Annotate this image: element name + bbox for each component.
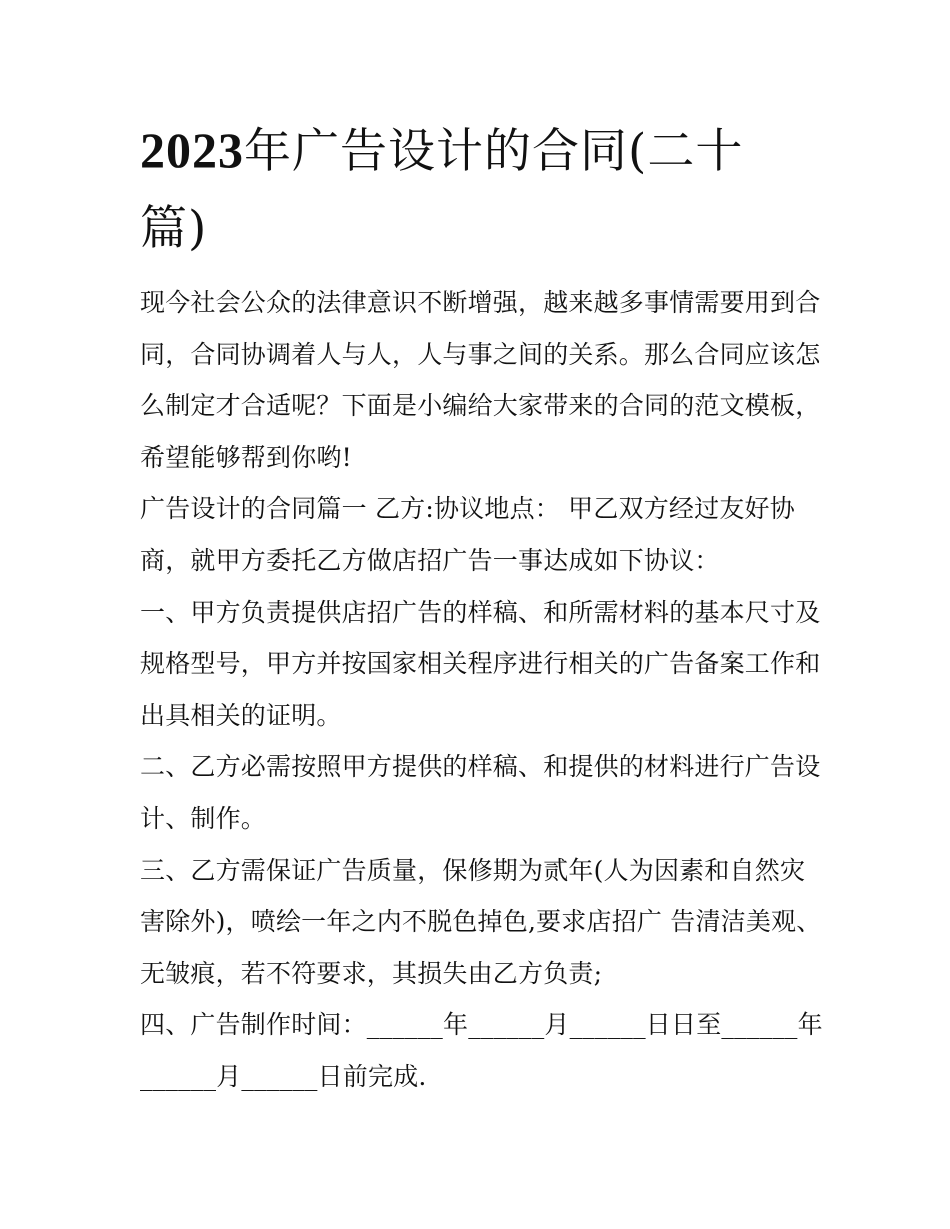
paragraph-line: 规格型号，甲方并按国家相关程序进行相关的广告备案工作和 (140, 649, 821, 679)
paragraph-line: 商，就甲方委托乙方做店招广告一事达成如下协议： (140, 545, 720, 575)
document-title (140, 112, 810, 267)
paragraph-line: 无皱痕，若不符要求，其损失由乙方负责; (140, 958, 603, 988)
paragraph-line: 希望能够帮到你哟! (140, 442, 352, 472)
paragraph-line: ______月______日前完成. (140, 1061, 427, 1091)
document-body (140, 277, 823, 1103)
title-year: 2023 (140, 122, 244, 178)
paragraph-line: 么制定才合适呢？下面是小编给大家带来的合同的范文模板， (140, 391, 821, 421)
paragraph-line: 三、乙方需保证广告质量，保修期为贰年(人为因素和自然灾 (140, 855, 806, 885)
title-text: 年广告设计的合同(二十 (244, 124, 744, 179)
paragraph-line: 现今社会公众的法律意识不断增强，越来越多事情需要用到合 (140, 288, 821, 317)
paragraph-line: 同，合同协调着人与人，人与事之间的关系。那么合同应该怎 (140, 339, 821, 369)
paragraph-line: 害除外)，喷绘一年之内不脱色掉色,要求店招广 告清洁美观、 (140, 907, 822, 937)
title-text-line2: 篇) (140, 201, 208, 256)
paragraph-line: 四、广告制作时间：______年______月______日日至______年 (140, 1010, 823, 1040)
paragraph-line: 计、制作。 (140, 803, 267, 833)
paragraph-line: 一、甲方负责提供店招广告的样稿、和所需材料的基本尺寸及 (140, 597, 821, 627)
paragraph-line: 出具相关的证明。 (140, 700, 342, 730)
paragraph-line: 二、乙方必需按照甲方提供的样稿、和提供的材料进行广告设 (140, 752, 821, 782)
paragraph-line: 广告设计的合同篇一 乙方:协议地点： 甲乙双方经过友好协 (140, 494, 795, 524)
